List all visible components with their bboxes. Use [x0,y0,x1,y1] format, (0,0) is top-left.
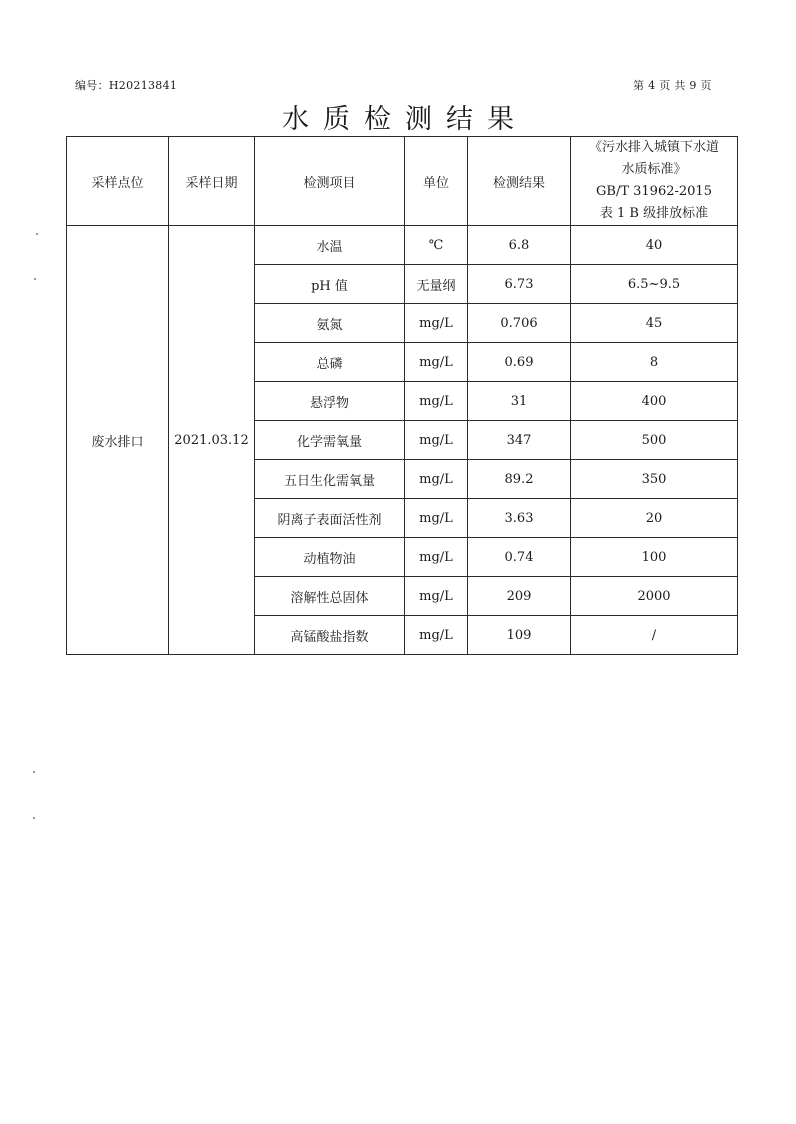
item-cell: 高锰酸盐指数 [255,616,405,655]
limit-cell: 40 [571,226,738,265]
unit-cell: mg/L [405,538,468,577]
limit-cell: / [571,616,738,655]
unit-cell: mg/L [405,382,468,421]
standard-line: 表 1 B 级排放标准 [599,206,709,221]
page-info: 第 4 页 共 9 页 [633,79,712,92]
unit-cell: mg/L [405,343,468,382]
scan-speck [33,771,35,773]
report-number: 编号：H20213841 [75,79,178,92]
limit-cell: 6.5~9.5 [571,265,738,304]
unit-cell: mg/L [405,460,468,499]
header-result: 检测结果 [468,137,571,226]
limit-cell: 45 [571,304,738,343]
location-cell: 废水排口 [67,226,169,655]
header-standard [571,137,738,226]
limit-cell: 500 [571,421,738,460]
limit-cell: 8 [571,343,738,382]
item-cell: 悬浮物 [255,382,405,421]
limit-cell: 20 [571,499,738,538]
limit-cell: 350 [571,460,738,499]
limit-cell: 100 [571,538,738,577]
limit-cell: 2000 [571,577,738,616]
date-cell: 2021.03.12 [169,226,255,655]
header-item: 检测项目 [255,137,405,226]
scan-speck [34,278,36,280]
item-cell: 总磷 [255,343,405,382]
standard-line: 水质标准》 [621,162,687,177]
item-cell: 动植物油 [255,538,405,577]
page-title: 水质检测结果 [282,104,528,135]
item-cell: 阴离子表面活性剂 [255,499,405,538]
item-cell: 水温 [255,226,405,265]
unit-cell: mg/L [405,304,468,343]
unit-cell: mg/L [405,577,468,616]
result-cell: 31 [468,382,571,421]
item-cell: 氨氮 [255,304,405,343]
standard-line: 《污水排入城镇下水道 [588,140,719,155]
table-header-row [67,137,738,226]
scan-speck [33,817,35,819]
result-cell: 6.73 [468,265,571,304]
result-cell: 0.69 [468,343,571,382]
item-cell: 溶解性总固体 [255,577,405,616]
scan-speck [36,233,38,235]
limit-cell: 400 [571,382,738,421]
result-cell: 0.74 [468,538,571,577]
results-table [66,136,738,655]
table-row [67,226,738,265]
header-unit: 单位 [405,137,468,226]
unit-cell: mg/L [405,616,468,655]
result-cell: 0.706 [468,304,571,343]
result-cell: 347 [468,421,571,460]
item-cell: 化学需氧量 [255,421,405,460]
item-cell: 五日生化需氧量 [255,460,405,499]
unit-cell: mg/L [405,499,468,538]
item-cell: pH 值 [255,265,405,304]
unit-cell: ℃ [405,226,468,265]
header-date: 采样日期 [169,137,255,226]
result-cell: 109 [468,616,571,655]
unit-cell: mg/L [405,421,468,460]
result-cell: 3.63 [468,499,571,538]
result-cell: 209 [468,577,571,616]
header-location: 采样点位 [67,137,169,226]
result-cell: 89.2 [468,460,571,499]
unit-cell: 无量纲 [405,265,468,304]
standard-line: GB/T 31962-2015 [596,184,712,199]
result-cell: 6.8 [468,226,571,265]
